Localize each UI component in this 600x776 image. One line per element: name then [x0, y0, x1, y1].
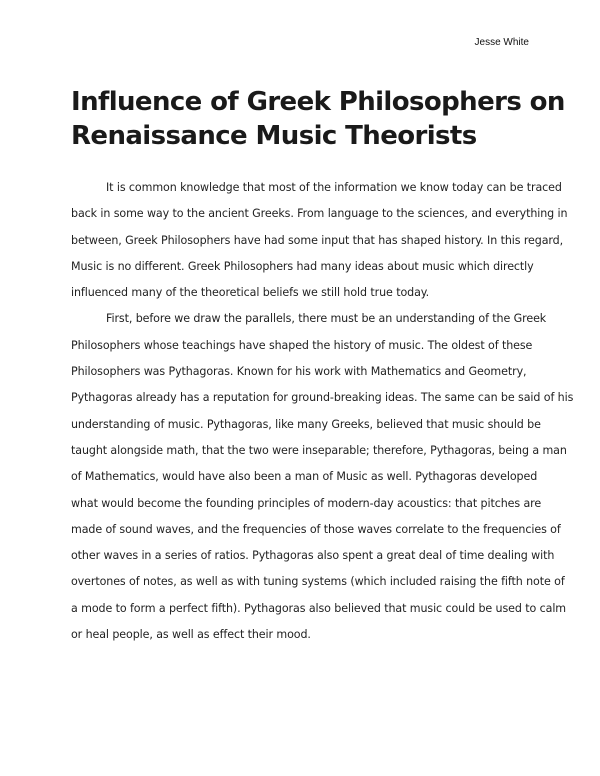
- text-line: what would become the founding principles of modern-day acoustics: that pitches are: [71, 496, 542, 510]
- text-line: overtones of notes, as well as with tuning systems (which included raising the fifth note of: [71, 575, 565, 589]
- text-line: a mode to form a perfect fifth). Pythagoras also believed that music could be used to calm: [71, 601, 567, 615]
- text-line: understanding of music. Pythagoras, like many Greeks, believed that music should be: [71, 417, 541, 431]
- author-header: Jesse White: [474, 37, 529, 48]
- text-line: or heal people, as well as effect their mood.: [71, 628, 311, 642]
- text-line: Philosophers was Pythagoras. Known for his work with Mathematics and Geometry,: [71, 365, 527, 379]
- text-line: of Mathematics, would have also been a man of Music as well. Pythagoras developed: [71, 470, 538, 484]
- text-line: influenced many of the theoretical beliefs we still hold true today.: [71, 286, 430, 300]
- text-line: Music is no different. Greek Philosophers had many ideas about music which directly: [71, 259, 534, 273]
- text-line: taught alongside math, that the two were inseparable; therefore, Pythagoras, being a man: [71, 443, 567, 457]
- text-line: between, Greek Philosophers have had some input that has shaped history. In this regard,: [71, 233, 564, 247]
- title-line: Influence of Greek Philosophers on: [71, 87, 565, 117]
- text-line: other waves in a series of ratios. Pythagoras also spent a great deal of time dealing with: [71, 549, 555, 563]
- document-title: [71, 85, 565, 153]
- text-line: back in some way to the ancient Greeks. From language to the sciences, and everything in: [71, 207, 568, 221]
- paragraph-pythagoras: [71, 306, 574, 648]
- document-body: [71, 175, 574, 648]
- text-line: Pythagoras already has a reputation for ground-breaking ideas. The same can be said of his: [71, 391, 574, 405]
- text-line: made of sound waves, and the frequencies of those waves correlate to the frequencies of: [71, 522, 561, 536]
- title-line: Renaissance Music Theorists: [71, 121, 477, 151]
- paragraph-intro: [71, 175, 568, 306]
- text-line: First, before we draw the parallels, there must be an understanding of the Greek: [106, 312, 547, 326]
- text-line: Philosophers whose teachings have shaped the history of music. The oldest of these: [71, 338, 533, 352]
- text-line: It is common knowledge that most of the information we know today can be traced: [106, 181, 562, 194]
